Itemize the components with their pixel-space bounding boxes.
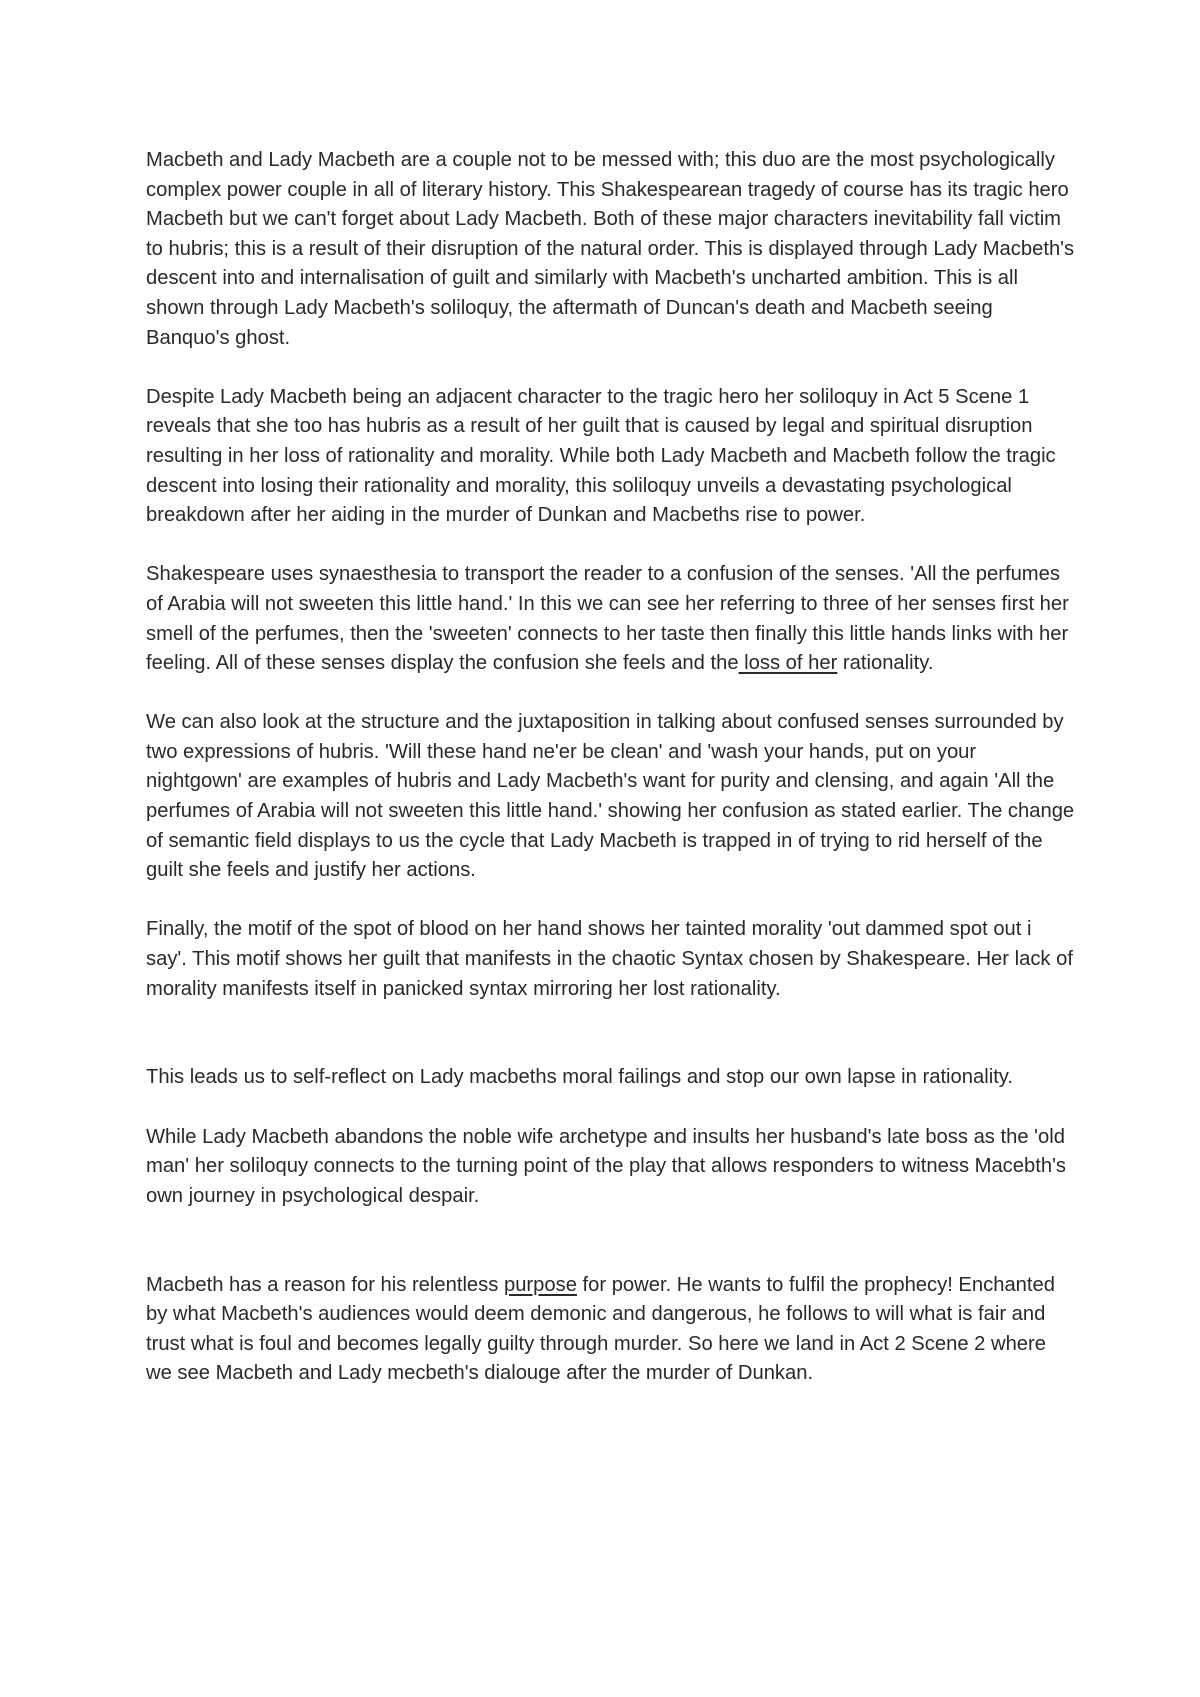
paragraph-macbeth-purpose-text-after: for power. He wants to fulfil the prophecy! Enchanted by what Macbeth's audiences would deem demonic and dangerous, he follows to will what is fair and trust what is foul and becomes legally guilty through murder. So here we land in Act 2 Scene 2 where we see Macbeth and Lady mecbeth's dialouge after the murder of Dunkan. [146,1273,1055,1385]
paragraph-macbeth-purpose-text-before: Macbeth has a reason for his relentless [146,1273,504,1296]
document-body [146,146,1076,1389]
paragraph-blood-motif: Finally, the motif of the spot of blood on her hand shows her tainted morality 'out dammed spot out i say'. This motif shows her guilt that manifests in the chaotic Syntax chosen by Shakespeare. Her lack of morality manifests itself in panicked syntax mirroring her lost rationality. [146,918,1073,1000]
paragraph-soliloquy-context: Despite Lady Macbeth being an adjacent character to the tragic hero her soliloquy in Act 5 Scene 1 reveals that she too has hubris as a result of her guilt that is caused by legal and spiritual disruption resulting in her loss of rationality and morality. While both Lady Macbeth and Macbeth follow the tragic descent into losing their rationality and morality, this soliloquy unveils a devastating psychological breakdown after her aiding in the murder of Dunkan and Macbeths rise to power. [146,385,1056,527]
paragraph-archetype: While Lady Macbeth abandons the noble wife archetype and insults her husband's late boss as the 'old man' her soliloquy connects to the turning point of the play that allows responders to witness Macebth's own journey in psychological despair. [146,1125,1067,1207]
paragraph-synaesthesia [146,560,1076,678]
paragraph-synaesthesia-text-before: Shakespeare uses synaesthesia to transport the reader to a confusion of the senses. 'All the perfumes of Arabia will not sweeten this little hand.' In this we can see her referring to three of her senses first her smell of the perfumes, then the 'sweeten' connects to her taste then finally this little hands links with her feeling. All of these senses display the confusion she feels and the [146,563,1069,675]
paragraph-self-reflection: This leads us to self-reflect on Lady macbeths moral failings and stop our own lapse in rationality. [146,1066,1014,1089]
paragraph-synaesthesia-text-after: rationality. [837,652,934,675]
underlined-purpose: purpose [503,1273,577,1296]
paragraph-macbeth-purpose [146,1271,1076,1389]
paragraph-structure-juxtaposition: We can also look at the structure and the juxtaposition in talking about confused senses surrounded by two expressions of hubris. 'Will these hand ne'er be clean' and 'wash your hands, put on your nightgown' are examples of hubris and Lady Macbeth's want for purity and clensing, and again 'All the perfumes of Arabia will not sweeten this little hand.' showing her confusion as stated earlier. The change of semantic field displays to us the cycle that Lady Macbeth is trapped in of trying to rid herself of the guilt she feels and justify her actions. [146,711,1075,882]
paragraph-introduction: Macbeth and Lady Macbeth are a couple not to be messed with; this duo are the most psychologically complex power couple in all of literary history. This Shakespearean tragedy of course has its tragic hero Macbeth but we can't forget about Lady Macbeth. Both of these major characters inevitability fall victim to hubris; this is a result of their disruption of the natural order. This is displayed through Lady Macbeth's descent into and internalisation of guilt and similarly with Macbeth's uncharted ambition. This is all shown through Lady Macbeth's soliloquy, the aftermath of Duncan's death and Macbeth seeing Banquo's ghost. [146,149,1075,349]
underlined-loss-of-her: loss of her [738,652,838,675]
